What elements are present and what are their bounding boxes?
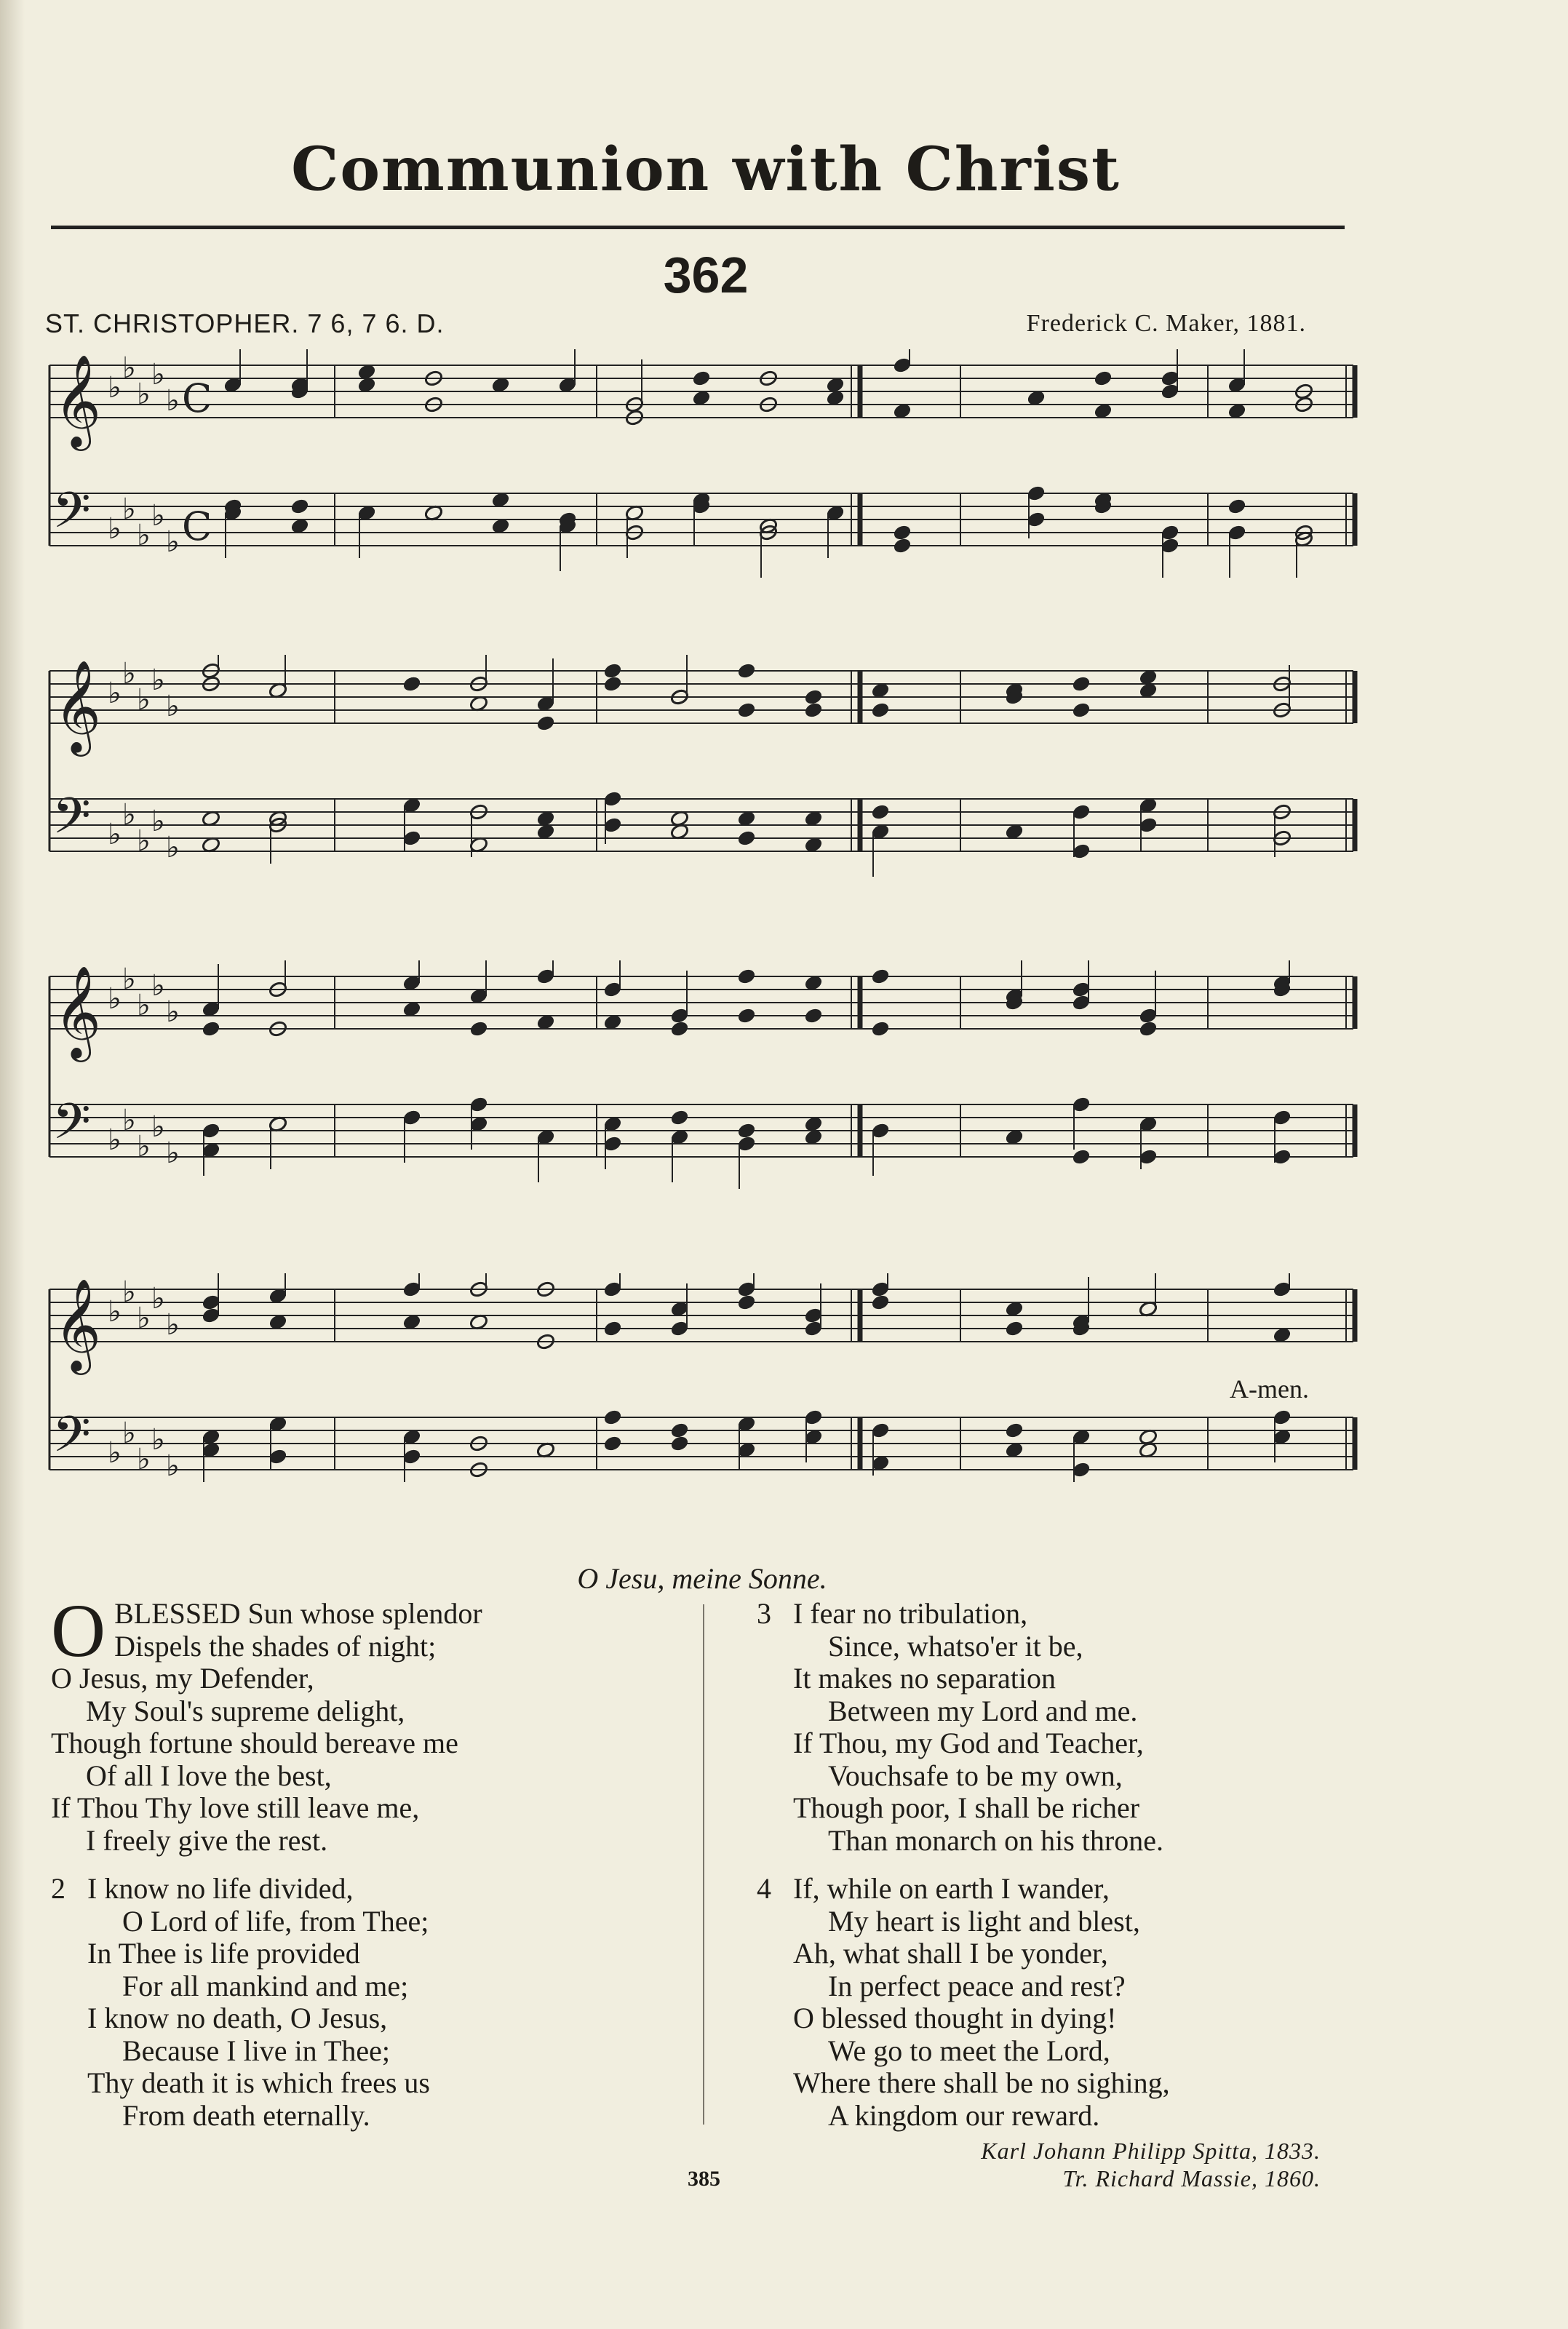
flat-icon: ♭ (108, 1123, 122, 1157)
verse-line: If Thou Thy love still leave me, (51, 1791, 420, 1824)
note-head (737, 968, 757, 985)
page-number: 385 (688, 2167, 720, 2191)
flat-icon: ♭ (137, 1302, 151, 1335)
original-title: O Jesu, meine Sonne. (577, 1562, 827, 1595)
verse-line: It makes no separation (793, 1662, 1056, 1695)
author-credit: Karl Johann Philipp Spitta, 1833. (981, 2138, 1321, 2164)
flat-icon: ♭ (151, 499, 165, 533)
verse-line: A kingdom our reward. (828, 2098, 1100, 2132)
flat-icon: ♭ (108, 371, 122, 405)
music-system-3 (44, 960, 1361, 1201)
flat-icon: ♭ (137, 989, 151, 1022)
note-head (804, 688, 824, 706)
translator-credit: Tr. Richard Massie, 1860. (1062, 2165, 1321, 2191)
verse-line: My heart is light and blest, (828, 1904, 1140, 1938)
flat-icon: ♭ (166, 1449, 180, 1483)
verse-line: In Thee is life provided (87, 1937, 360, 1970)
bass-clef-icon: 𝄢 (52, 1406, 91, 1476)
note-head (871, 968, 891, 985)
flat-icon: ♭ (151, 1110, 165, 1144)
note-head (804, 701, 824, 719)
flat-icon: ♭ (137, 1443, 151, 1476)
note-head (603, 1320, 623, 1337)
hymn-number: 362 (663, 247, 749, 303)
tune-meter: 7 6, 7 6. D. (307, 308, 445, 338)
verse-line: Of all I love the best, (86, 1759, 332, 1792)
column-divider (703, 1604, 704, 2125)
note-head (402, 675, 422, 693)
bass-clef-icon: 𝄢 (52, 482, 91, 552)
verse-line: O blessed thought in dying! (793, 2002, 1117, 2034)
music-system-2 (44, 655, 1361, 895)
verse-line: BLESSED Sun whose splendor (114, 1597, 482, 1630)
verse-line: In perfect peace and rest? (828, 1969, 1126, 2002)
note-head (871, 1020, 891, 1038)
note-head (737, 1007, 757, 1024)
flat-icon: ♭ (137, 378, 151, 411)
drop-cap: O (51, 1589, 106, 1673)
note-head (871, 1294, 891, 1311)
tune-name: ST. CHRISTOPHER. (45, 308, 300, 338)
note-head (871, 701, 891, 719)
flat-icon: ♭ (108, 1295, 122, 1329)
flat-icon: ♭ (122, 657, 136, 690)
verse-line: Dispels the shades of night; (114, 1629, 437, 1663)
verse-number: 3 (757, 1597, 771, 1630)
flat-icon: ♭ (166, 831, 180, 864)
note-head (603, 662, 623, 680)
flat-icon: ♭ (122, 351, 136, 385)
verses-right-column (757, 1598, 1368, 2148)
music-staff-3 (44, 960, 1361, 1201)
verse-line: O Lord of life, from Thee; (122, 1904, 429, 1938)
music-staff-1 (44, 349, 1361, 589)
flat-icon: ♭ (151, 969, 165, 1003)
note-head (1227, 498, 1247, 515)
note-head (290, 498, 310, 515)
verse-line: Vouchsafe to be my own, (828, 1759, 1123, 1792)
note-head (692, 370, 712, 387)
common-time-icon: C (182, 375, 212, 421)
flat-icon: ♭ (151, 358, 165, 391)
flat-icon: ♭ (122, 1417, 136, 1450)
verse-2 (51, 1873, 691, 2132)
flat-icon: ♭ (151, 805, 165, 838)
staff-graphics (49, 960, 1355, 1189)
verse-line: If, while on earth I wander, (793, 1872, 1110, 1905)
flat-icon: ♭ (108, 677, 122, 710)
note-head (1072, 701, 1091, 719)
flat-icon: ♭ (151, 1282, 165, 1315)
note-head (1005, 1320, 1024, 1337)
note-head (737, 662, 757, 680)
verse-line: Where there shall be no sighing, (793, 2066, 1170, 2099)
note-head (1094, 370, 1113, 387)
treble-clef-icon: 𝄞 (54, 1278, 102, 1371)
flat-icon: ♭ (108, 1436, 122, 1470)
note-head (737, 701, 757, 719)
flat-icon: ♭ (122, 1104, 136, 1137)
treble-clef-icon: 𝄞 (54, 965, 102, 1058)
note-head (603, 675, 623, 693)
flat-icon: ♭ (166, 1308, 180, 1342)
verse-4 (757, 1873, 1368, 2132)
staff-graphics (49, 1273, 1355, 1483)
staff-graphics (49, 349, 1355, 578)
verse-3 (757, 1598, 1368, 1857)
music-staff-4 (44, 1273, 1361, 1513)
flat-icon: ♭ (122, 493, 136, 526)
music-staff-2 (44, 655, 1361, 895)
note-head (1005, 1422, 1024, 1439)
verse-line: From death eternally. (122, 2098, 370, 2132)
composer-credit: Frederick C. Maker, 1881. (1026, 310, 1306, 337)
verse-line: Between my Lord and me. (828, 1694, 1138, 1727)
page-edge-shadow (0, 0, 25, 2329)
bass-clef-icon: 𝄢 (52, 1094, 91, 1163)
verse-line: Thy death it is which frees us (87, 2066, 430, 2099)
flat-icon: ♭ (108, 982, 122, 1016)
flat-icon: ♭ (122, 798, 136, 832)
note-head (1139, 1020, 1158, 1038)
verses-left-column (51, 1589, 691, 2148)
note-head (871, 803, 891, 821)
page-heading: Communion with Christ (291, 135, 1121, 204)
verse-line: Ah, what shall I be yonder, (793, 1937, 1108, 1970)
heading-rule (51, 226, 1345, 229)
verse-line: I fear no tribulation, (793, 1597, 1028, 1630)
note-head (670, 1435, 690, 1452)
note-head (737, 1294, 757, 1311)
flat-icon: ♭ (137, 519, 151, 552)
note-head (670, 1020, 690, 1038)
verse-line: Than monarch on his throne. (828, 1823, 1163, 1857)
flat-icon: ♭ (137, 1130, 151, 1163)
verse-line: I freely give the rest. (86, 1823, 328, 1857)
note-head (804, 1007, 824, 1024)
note-head (893, 524, 912, 541)
flat-icon: ♭ (151, 664, 165, 697)
flat-icon: ♭ (166, 1136, 180, 1170)
flat-icon: ♭ (166, 995, 180, 1029)
verse-line: We go to meet the Lord, (828, 2034, 1110, 2067)
flat-icon: ♭ (166, 384, 180, 418)
flat-icon: ♭ (166, 690, 180, 723)
staff-graphics (49, 655, 1355, 877)
verse-line: Though fortune should bereave me (51, 1727, 458, 1759)
note-head (737, 829, 757, 847)
amen-text: A-men. (1230, 1374, 1309, 1404)
note-head (1072, 1148, 1091, 1166)
flat-icon: ♭ (166, 525, 180, 559)
music-system-4 (44, 1273, 1361, 1513)
bass-clef-icon: 𝄢 (52, 788, 91, 857)
note-head (202, 1020, 221, 1038)
note-head (603, 1435, 623, 1452)
note-head (1072, 675, 1091, 693)
flat-icon: ♭ (108, 512, 122, 546)
verse-number: 2 (51, 1872, 65, 1905)
flat-icon: ♭ (122, 1275, 136, 1309)
verse-line: Because I live in Thee; (122, 2034, 391, 2067)
note-head (469, 1020, 489, 1038)
note-head (670, 1109, 690, 1126)
flat-icon: ♭ (137, 824, 151, 858)
verse-line: I know no life divided, (87, 1872, 354, 1905)
flat-icon: ♭ (151, 1423, 165, 1457)
verse-line: For all mankind and me; (122, 1969, 409, 2002)
flat-icon: ♭ (137, 683, 151, 717)
note-head (737, 1122, 757, 1139)
verse-1 (51, 1589, 691, 1857)
note-head (603, 1409, 623, 1426)
note-head (893, 537, 912, 554)
note-head (670, 1422, 690, 1439)
verse-line: Since, whatso'er it be, (828, 1629, 1083, 1663)
common-time-icon: C (182, 503, 212, 549)
verse-line: Though poor, I shall be richer (793, 1791, 1140, 1824)
verse-line: I know no death, O Jesus, (87, 2002, 388, 2034)
verse-line: My Soul's supreme delight, (86, 1694, 405, 1727)
tune-line (45, 308, 445, 339)
flat-icon: ♭ (122, 963, 136, 996)
verse-number: 4 (757, 1872, 771, 1905)
treble-clef-icon: 𝄞 (54, 354, 102, 447)
verse-line: O Jesus, my Defender, (51, 1662, 314, 1695)
note-head (536, 714, 556, 732)
verse-line: If Thou, my God and Teacher, (793, 1727, 1144, 1759)
flat-icon: ♭ (108, 818, 122, 851)
treble-clef-icon: 𝄞 (54, 659, 102, 752)
music-system-1 (44, 349, 1361, 589)
